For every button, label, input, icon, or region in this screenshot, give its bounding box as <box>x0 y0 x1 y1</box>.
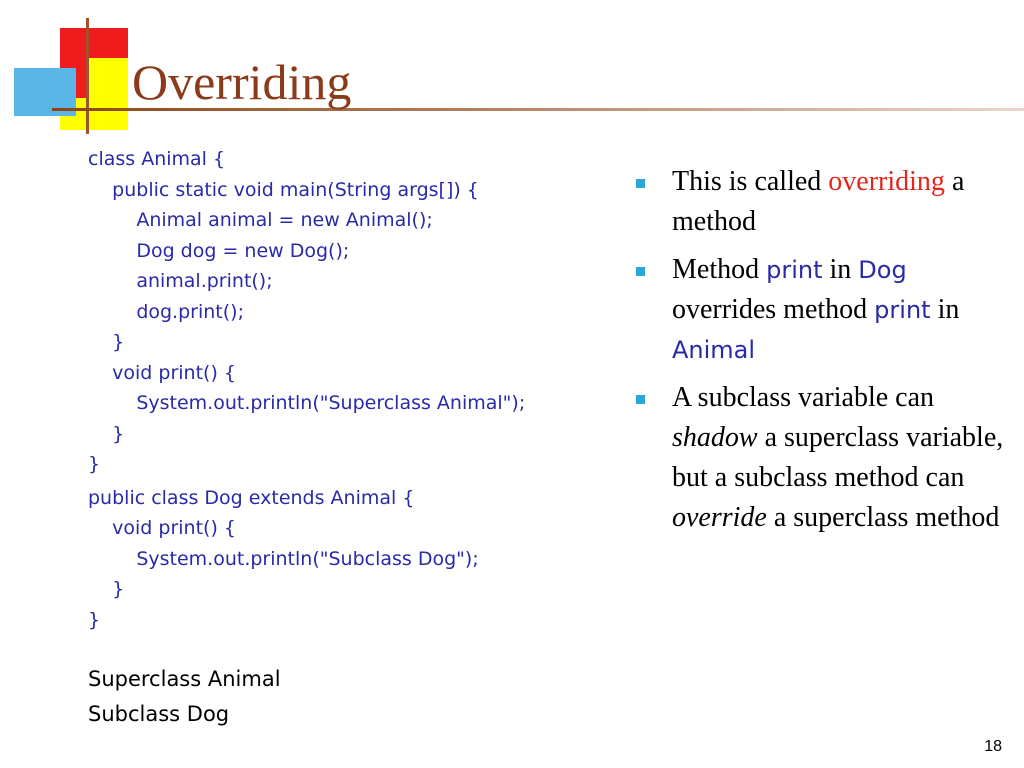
code-line: } <box>88 422 125 445</box>
bullet-item <box>636 162 1006 242</box>
bullet-square-icon <box>636 179 645 188</box>
code-line: dog.print(); <box>88 300 244 323</box>
code-line: void print() { <box>88 517 237 539</box>
bullet-text: in <box>930 294 960 325</box>
decor-yellow-square-inner <box>86 58 128 98</box>
output-line: Subclass Dog <box>88 702 230 726</box>
bullet-text: a superclass method <box>766 502 1000 533</box>
code-block <box>88 144 628 635</box>
bullet-square-icon <box>636 395 645 404</box>
code-line: } <box>88 608 101 631</box>
bullet-text: a superclass variable, but a subclass method can <box>672 422 1004 493</box>
highlight-term: overriding <box>828 166 945 197</box>
code-line: } <box>88 578 125 600</box>
bullet-text: A subclass variable can <box>672 382 935 413</box>
bullet-square-icon <box>636 267 645 276</box>
code-line: void print() { <box>88 361 237 384</box>
bullet-list <box>636 162 1006 546</box>
code-line: animal.print(); <box>88 270 273 292</box>
code-line: public static void main(String args[]) { <box>88 178 479 201</box>
code-line: Dog dog = new Dog(); <box>88 239 350 262</box>
code-line: System.out.println("Subclass Dog"); <box>88 547 479 570</box>
bullet-text: This is called <box>672 166 829 197</box>
program-output <box>88 662 281 732</box>
italic-term: override <box>672 502 767 533</box>
code-line: } <box>88 453 101 475</box>
bullet-text: overrides method <box>672 294 875 325</box>
bullet-item <box>636 250 1006 370</box>
bullet-text: in <box>822 254 859 285</box>
code-line: Animal animal = new Animal(); <box>88 209 433 231</box>
page-number: 18 <box>984 738 1002 755</box>
bullet-text: Method <box>672 254 767 285</box>
decor-vertical-line <box>86 18 89 134</box>
code-line: } <box>88 331 125 353</box>
bullet-item <box>636 378 1006 538</box>
slide-title: Overriding <box>132 54 352 110</box>
bullet-text: a method <box>672 166 965 237</box>
code-term: Animal <box>672 336 756 364</box>
code-line: class Animal { <box>88 148 226 170</box>
code-line: public class Dog extends Animal { <box>88 486 415 509</box>
italic-term: shadow <box>672 422 758 453</box>
code-line: System.out.println("Superclass Animal"); <box>88 392 526 414</box>
code-term: print <box>874 296 931 324</box>
code-term: Dog <box>858 256 907 284</box>
code-term: print <box>766 256 823 284</box>
output-line: Superclass Animal <box>88 667 281 691</box>
